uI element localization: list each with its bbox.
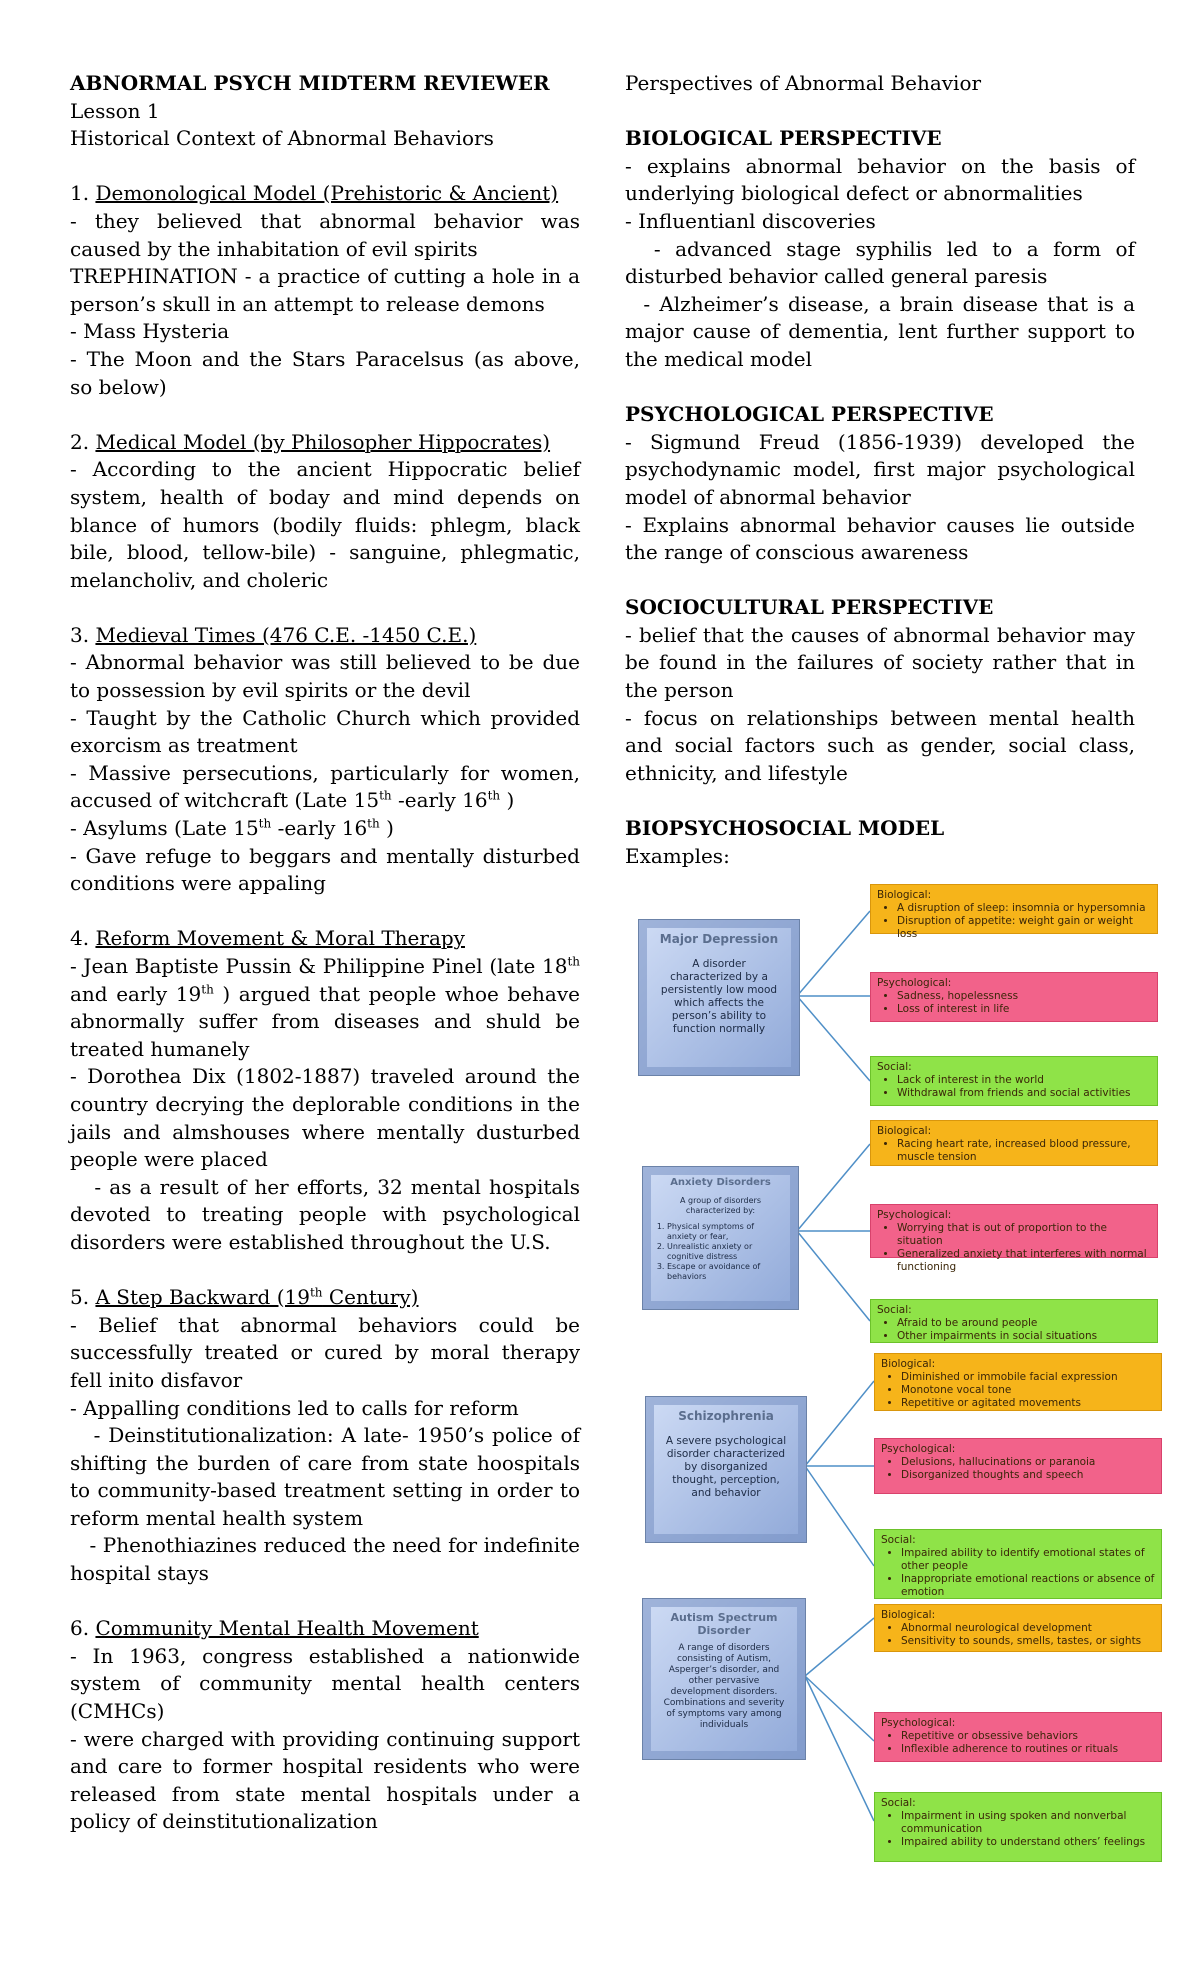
paragraph: - The Moon and the Stars Paracelsus (as above, so below) (70, 346, 580, 399)
social-factor-box (870, 1056, 1158, 1106)
factor-item: • Repetitive or agitated movements (901, 1397, 1155, 1410)
paragraph: - Explains abnormal behavior causes lie outside the range of conscious awareness (625, 512, 1135, 565)
factor-label: Social: (881, 1797, 916, 1809)
section-number: 6. (70, 1616, 96, 1641)
section-3-heading (70, 622, 580, 650)
disorder-name: Anxiety Disorders (670, 1177, 771, 1188)
disorder-card-anxiety (642, 1166, 799, 1310)
connector-line (797, 911, 870, 996)
factor-item: • Lack of interest in the world (897, 1074, 1151, 1087)
paragraph: - belief that the causes of abnormal behavior may be found in the failures of society rather that in the person (625, 622, 1135, 703)
factor-item: • Generalized anxiety that interferes with normal functioning (897, 1248, 1151, 1274)
biological-heading: BIOLOGICAL PERSPECTIVE (625, 126, 942, 151)
factor-item: • Inflexible adherence to routines or rituals (901, 1743, 1155, 1756)
factor-item: • Racing heart rate, increased blood pressure, muscle tension (897, 1138, 1151, 1164)
factor-label: Biological: (881, 1609, 936, 1621)
symptom-list (667, 1222, 786, 1282)
disorder-description: A severe psychological disorder characterized by disorganized thought, perception, and behavior (665, 1435, 787, 1499)
text: ) (379, 816, 394, 841)
section-number: 5. (70, 1285, 96, 1310)
text: - Massive persecutions, particularly for women, accused of witchcraft (Late 15 (70, 760, 580, 813)
disorder-name: Autism Spectrum Disorder (670, 1611, 778, 1637)
biological-factor-box (874, 1604, 1162, 1652)
social-factor-box (874, 1529, 1162, 1599)
factor-label: Psychological: (881, 1717, 956, 1729)
paragraph: - Appalling conditions led to calls for reform (70, 1395, 519, 1420)
text: A Step Backward (19 (95, 1285, 310, 1310)
psychological-heading: PSYCHOLOGICAL PERSPECTIVE (625, 402, 994, 427)
factor-item: • A disruption of sleep: insomnia or hypersomnia (897, 902, 1151, 915)
superscript: th (367, 816, 380, 831)
lesson-label: Lesson 1 (70, 98, 160, 123)
lesson-subtitle: Historical Context of Abnormal Behaviors (70, 126, 494, 151)
connector-line (805, 1466, 874, 1566)
paragraph: - Abnormal behavior was still believed to be due to possession by evil spirits or the devil (70, 650, 580, 703)
disorder-card-schizophrenia (645, 1396, 807, 1543)
section-title: Reform Movement & Moral Therapy (95, 926, 465, 951)
biopsychosocial-diagram (620, 876, 1160, 1876)
paragraph: - According to the ancient Hippocratic belief system, health of boday and mind depends on blance of humors (bodily fluids: phlegm, black bile, blood, tellow-bile) - sanguine, phlegmatic, melancholiv, and choleric (70, 457, 580, 592)
factor-item: • Impaired ability to identify emotional states of other people (901, 1547, 1155, 1573)
section-4-heading (70, 925, 580, 953)
factor-item: • Disruption of appetite: weight gain or weight loss (897, 915, 1151, 941)
paragraph: - Deinstitutionalization: A late- 1950’s police of shifting the burden of care from state hoospitals to community-based treatment setting in order to reform mental health system (70, 1423, 587, 1530)
paragraph: - advanced stage syphilis led to a form of disturbed behavior called general paresis (625, 236, 1142, 289)
factor-item: • Afraid to be around people (897, 1317, 1151, 1330)
perspectives-title: Perspectives of Abnormal Behavior (625, 71, 982, 95)
factor-item: • Impaired ability to understand others’ feelings (901, 1836, 1155, 1849)
list-item: 3. Escape or avoidance of behaviors (667, 1262, 786, 1282)
disorder-name: Schizophrenia (678, 1409, 774, 1423)
factor-item: • Sadness, hopelessness (897, 990, 1151, 1003)
text: Century) (322, 1285, 419, 1310)
paragraph: - Dorothea Dix (1802-1887) traveled around the country decrying the deplorable conditions in the jails and almshouses where mentally dusturbed people were placed (70, 1064, 580, 1172)
connector-line (805, 1676, 874, 1741)
section-number: 4. (70, 926, 96, 951)
paragraph: - Phenothiazines reduced the need for indefinite hospital stays (70, 1533, 587, 1586)
section-title (95, 1285, 418, 1309)
connector-line (797, 1231, 870, 1321)
disorder-description: A range of disorders consisting of Autism, Asperger’s disorder, and other pervasive development disorders. Combinations and severity of symptoms vary among individuals (663, 1643, 785, 1730)
sociocultural-heading: SOCIOCULTURAL PERSPECTIVE (625, 595, 994, 620)
superscript: th (201, 981, 214, 996)
factor-item: • Delusions, hallucinations or paranoia (901, 1456, 1155, 1469)
disorder-description: A group of disorders characterized by: (679, 1196, 761, 1215)
psychological-factor-box (870, 1204, 1158, 1273)
section-6-heading (70, 1615, 580, 1643)
factor-item: • Loss of interest in life (897, 1003, 1151, 1016)
factor-item: • Disorganized thoughts and speech (901, 1469, 1155, 1482)
factor-label: Biological: (881, 1358, 936, 1370)
factor-label: Psychological: (881, 1443, 956, 1455)
disorder-card-autism (642, 1598, 806, 1760)
disorder-card-major-depression (638, 919, 800, 1076)
text: -early 16 (271, 816, 368, 841)
factor-label: Biological: (877, 889, 932, 901)
biological-factor-box (870, 1120, 1158, 1166)
section-number: 2. (70, 429, 96, 454)
paragraph: - Alzheimer’s disease, a brain disease that is a major cause of dementia, lent further support to the medical model (625, 291, 1142, 371)
paragraph: - Taught by the Catholic Church which provided exorcism as treatment (70, 705, 580, 758)
factor-label: Biological: (877, 1125, 932, 1137)
paragraph: - were charged with providing continuing support and care to former hospital residents who were released from state mental hospitals under a policy of deinstitutionalization (70, 1726, 580, 1834)
biological-factor-box (870, 884, 1158, 940)
text: -early 16 (391, 788, 488, 813)
connector-line (797, 996, 870, 1081)
factor-label: Psychological: (877, 977, 952, 989)
factor-item: • Repetitive or obsessive behaviors (901, 1730, 1155, 1743)
biopsychosocial-heading: BIOPSYCHOSOCIAL MODEL (625, 816, 945, 841)
paragraph (70, 953, 580, 1063)
paragraph: - Belief that abnormal behaviors could be successfully treated or cured by moral therapy fell inito disfavor (70, 1312, 580, 1392)
paragraph (70, 760, 580, 815)
section-5-heading (70, 1284, 580, 1312)
paragraph: - explains abnormal behavior on the basis of underlying biological defect or abnormalities (625, 153, 1135, 206)
right-column (625, 70, 1142, 870)
factor-item: • Sensitivity to sounds, smells, tastes, or sights (901, 1635, 1155, 1648)
paragraph: - focus on relationships between mental health and social factors such as gender, social class, ethnicity, and lifestyle (625, 705, 1135, 785)
text: and early 19 (70, 981, 202, 1006)
social-factor-box (870, 1299, 1158, 1343)
connector-line (805, 1676, 874, 1821)
text: ) (500, 788, 515, 813)
factor-item: • Worrying that is out of proportion to the situation (897, 1222, 1151, 1248)
disorder-name: Major Depression (659, 932, 779, 946)
paragraph: - Gave refuge to beggars and mentally disturbed conditions were appaling (70, 843, 580, 896)
factor-label: Social: (881, 1534, 916, 1546)
psychological-factor-box (874, 1712, 1162, 1762)
section-title: Medical Model (by Philosopher Hippocrates) (95, 429, 551, 454)
section-1-heading (70, 180, 580, 208)
paragraph (70, 815, 580, 843)
paragraph: - In 1963, congress established a nationwide system of community mental health centers (CMHCs) (70, 1643, 580, 1724)
factor-item: • Withdrawal from friends and social activities (897, 1087, 1151, 1100)
document-title: ABNORMAL PSYCH MIDTERM REVIEWER (70, 71, 550, 95)
connector-line (797, 1144, 870, 1231)
list-item: 2. Unrealistic anxiety or cognitive distress (667, 1242, 786, 1262)
biological-factor-box (874, 1353, 1162, 1411)
left-column (70, 70, 587, 1836)
section-number: 3. (70, 622, 96, 647)
superscript: th (309, 1285, 323, 1300)
factor-item: • Abnormal neurological development (901, 1622, 1155, 1635)
superscript: th (487, 788, 501, 803)
text: - Asylums (Late 15 (70, 816, 259, 841)
section-2-heading (70, 429, 580, 457)
social-factor-box (874, 1792, 1162, 1862)
text: - Jean Baptiste Pussin & Philippine Pinel (late 18 (70, 954, 568, 978)
paragraph: - Sigmund Freud (1856-1939) developed the psychodynamic model, first major psychological model of abnormal behavior (625, 429, 1135, 509)
factor-item: • Diminished or immobile facial expression (901, 1371, 1155, 1384)
factor-item: • Other impairments in social situations (897, 1330, 1151, 1343)
disorder-description: A disorder characterized by a persistently low mood which affects the person’s ability to function normally (660, 958, 778, 1035)
paragraph: TREPHINATION - a practice of cutting a hole in a person’s skull in an attempt to release demons (70, 264, 580, 316)
paragraph: - Mass Hysteria (70, 319, 230, 344)
section-title: Community Mental Health Movement (95, 1616, 479, 1641)
section-number: 1. (70, 181, 96, 206)
psychological-factor-box (870, 972, 1158, 1022)
superscript: th (567, 954, 580, 969)
factor-label: Social: (877, 1061, 912, 1073)
connector-line (805, 1618, 874, 1676)
section-title: Medieval Times (476 C.E. -1450 C.E.) (95, 622, 477, 647)
connector-line (805, 1381, 874, 1466)
factor-item: • Impairment in using spoken and nonverbal communication (901, 1810, 1155, 1836)
text: ) argued that people whoe behave abnormally suffer from diseases and shuld be treated humanely (70, 981, 580, 1061)
list-item: 1. Physical symptoms of anxiety or fear, (667, 1222, 786, 1242)
factor-item: • Inappropriate emotional reactions or absence of emotion (901, 1573, 1155, 1599)
factor-label: Social: (877, 1304, 912, 1316)
paragraph: - Influentianl discoveries (625, 208, 876, 233)
paragraph: - they believed that abnormal behavior was caused by the inhabitation of evil spirits (70, 208, 580, 261)
factor-item: • Monotone vocal tone (901, 1384, 1155, 1397)
psychological-factor-box (874, 1438, 1162, 1494)
superscript: th (258, 816, 272, 831)
examples-label: Examples: (625, 843, 730, 868)
factor-label: Psychological: (877, 1209, 952, 1221)
section-title: Demonological Model (Prehistoric & Ancient) (95, 181, 559, 206)
superscript: th (379, 788, 392, 803)
paragraph: - as a result of her efforts, 32 mental hospitals devoted to treating people with psychological disorders were established throughout the U.S. (70, 1174, 587, 1254)
